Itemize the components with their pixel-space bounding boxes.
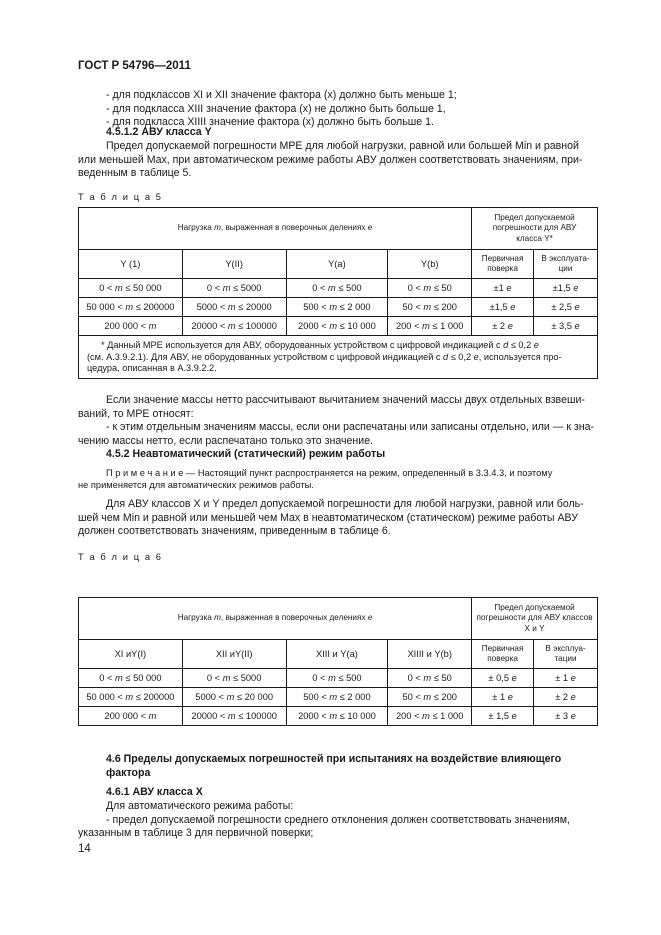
text-line: веденным в таблице 5. (78, 167, 192, 180)
class-col-header: XIIII и Y(b) (388, 640, 472, 669)
in-service-header: В эксплуата- ции (534, 250, 598, 279)
table-cell: 0 < m ≤ 50 (388, 669, 472, 688)
text-line: Для автоматического режима работы: (106, 800, 294, 812)
page-number: 14 (78, 843, 91, 855)
section-heading-4-5-1-2: 4.5.1.2 АВУ класса Y (106, 126, 212, 138)
paragraph-4-5-1-2 (78, 140, 586, 181)
table-cell: 200 000 < m (79, 317, 183, 336)
mpe-header (472, 598, 598, 640)
table-cell: ±1,5 e (472, 298, 534, 317)
table-6-caption: Т а б л и ц а 6 (78, 552, 163, 562)
table-cell: 50 000 < m ≤ 200000 (79, 688, 183, 707)
class-col-header: XI иY(I) (79, 640, 183, 669)
text-line: Для АВУ классов X и Y предел допускаемой погрешности для любой нагрузки, равной или боль- (106, 498, 584, 510)
paragraph-4-6-1 (78, 800, 598, 841)
table-row (79, 279, 598, 298)
header-line: погрешности для АВУ классов (476, 613, 593, 623)
table-row (79, 298, 598, 317)
class-col-header: XIII и Y(a) (286, 640, 388, 669)
class-col-header: Y(a) (286, 250, 388, 279)
initial-verification-header: Первичная поверка (472, 640, 534, 669)
table-cell: 200 < m ≤ 1 000 (388, 707, 472, 726)
table-row (79, 317, 598, 336)
class-col-header: Y (1) (79, 250, 183, 279)
table-5 (78, 207, 598, 379)
header-line: погрешности для АВУ (492, 223, 577, 233)
list-item: - для подкласса XIIII значение фактора (х) должно быть больше 1. (106, 116, 434, 129)
table-cell: ±1 e (472, 279, 534, 298)
text-line: Если значение массы нетто рассчитывают вычитанием значений массы двух отдельных взвеши- (106, 394, 585, 406)
mpe-header (472, 208, 598, 250)
table-cell: 20000 < m ≤ 100000 (182, 317, 286, 336)
table-cell: 0 < m ≤ 50 000 (79, 669, 183, 688)
table-cell: 0 < m ≤ 500 (286, 669, 388, 688)
table-cell: ± 3 e (534, 707, 598, 726)
section-heading-4-5-2: 4.5.2 Неавтоматический (статический) режим работы (106, 448, 386, 460)
table-cell: 0 < m ≤ 5000 (182, 279, 286, 298)
table-cell: 5000 < m ≤ 20 000 (182, 688, 286, 707)
table-cell: ± 2 e (534, 688, 598, 707)
table-cell: 0 < m ≤ 5000 (182, 669, 286, 688)
header-line: класса Y* (516, 233, 553, 243)
note-line: не применяется для автоматических режимов работы. (78, 480, 314, 490)
in-service-header: В эксплуа- тации (534, 640, 598, 669)
footnote-line: цедура, описанная в А.3.9.2.2. (87, 363, 217, 374)
load-header: Нагрузка m, выраженная в поверочных делениях e (79, 598, 472, 640)
table-5-footnote (79, 336, 598, 379)
note-4-5-2 (78, 467, 598, 491)
table-cell: 0 < m ≤ 500 (286, 279, 388, 298)
table-cell: 50 < m ≤ 200 (388, 688, 472, 707)
table-row (79, 669, 598, 688)
table-cell: 2000 < m ≤ 10 000 (286, 707, 388, 726)
table-5-caption: Т а б л и ц а 5 (78, 192, 163, 202)
table-cell: ± 1 e (534, 669, 598, 688)
net-mass-paragraph (78, 394, 598, 448)
text-line: должен соответствовать значениям, приведенным в таблице 6. (78, 525, 391, 538)
section-heading-4-6-1: 4.6.1 АВУ класса X (106, 786, 203, 798)
header-line: X и Y (524, 623, 545, 633)
table-cell: 20000 < m ≤ 100000 (182, 707, 286, 726)
table-cell: 500 < m ≤ 2 000 (286, 688, 388, 707)
heading-line: фактора (106, 766, 151, 779)
text-line: - предел допускаемой погрешности среднего отклонения должен соответствовать значениям, (106, 813, 570, 826)
table-row (79, 688, 598, 707)
table-cell: ± 2 e (472, 317, 534, 336)
footnote-line: (см. А.3.9.2.1). Для АВУ, не оборудованных устройством с цифровой индикацией с d ≤ 0,2 e, используется про- (87, 351, 562, 362)
table-cell: ± 2,5 e (534, 298, 598, 317)
table-cell: 0 < m ≤ 50 000 (79, 279, 183, 298)
table-cell: ± 1 e (472, 688, 534, 707)
text-line: Предел допускаемой погрешности МРЕ для любой нагрузки, равной или большей Min и равной (106, 140, 579, 152)
class-col-header: Y(II) (182, 250, 286, 279)
table-cell: ± 1,5 e (472, 707, 534, 726)
list-item: - для подклассов XI и XII значение фактора (х) должно быть меньше 1; (106, 89, 457, 101)
table-cell: ± 3,5 e (534, 317, 598, 336)
text-line: - к этим отдельным значениям массы, если они распечатаны или записаны отдельно, или — к зна- (106, 421, 595, 434)
table-6 (78, 597, 598, 726)
subclass-factor-list (106, 89, 457, 130)
section-heading-4-6 (106, 753, 561, 780)
table-row (79, 707, 598, 726)
document-id: ГОСТ Р 54796—2011 (78, 60, 191, 72)
table-cell: 50 000 < m ≤ 200000 (79, 298, 183, 317)
text-line: указанным в таблице 3 для первичной поверки; (78, 827, 314, 840)
class-col-header: Y(b) (388, 250, 472, 279)
table-cell: ± 0,5 e (472, 669, 534, 688)
footnote-line: * Данный МРЕ используется для АВУ, оборудованных устройством с цифровой индикацией с d ≤ 0,2 e (101, 340, 539, 350)
class-col-header: XII иY(II) (182, 640, 286, 669)
table-cell: 50 < m ≤ 200 (388, 298, 472, 317)
note-line: П р и м е ч а н и е — Настоящий пункт распространяется на режим, определенный в 3.3.4.3, и поэтому (106, 468, 553, 478)
heading-line: 4.6 Пределы допускаемых погрешностей при испытаниях на воздействие влияющего (106, 753, 562, 765)
table-cell: 0 < m ≤ 50 (388, 279, 472, 298)
text-line: ваний, то МРЕ относят: (78, 407, 194, 420)
table-cell: 5000 < m ≤ 20000 (182, 298, 286, 317)
text-line: чению массы нетто, если распечатано только это значение. (78, 434, 374, 447)
table-cell: 200 < m ≤ 1 000 (388, 317, 472, 336)
text-line: или меньшей Max, при автоматическом режиме работы АВУ должен соответствовать значениям, при- (78, 153, 583, 166)
text-line: шей чем Min и равной или меньшей чем Max в неавтоматическом (статическом) режиме работы АВУ (78, 511, 578, 524)
initial-verification-header: Первичная поверка (472, 250, 534, 279)
table-cell: 200 000 < m (79, 707, 183, 726)
table-cell: 2000 < m ≤ 10 000 (286, 317, 388, 336)
header-line: Предел допускаемой (494, 212, 575, 222)
table-cell: 500 < m ≤ 2 000 (286, 298, 388, 317)
list-item: - для подкласса XIII значение фактора (х) не должно быть больше 1, (106, 102, 446, 115)
table-cell: ±1,5 e (534, 279, 598, 298)
header-line: Предел допускаемой (494, 602, 575, 612)
load-header: Нагрузка m, выраженная в поверочных делениях e (79, 208, 472, 250)
paragraph-4-5-2 (78, 498, 598, 539)
